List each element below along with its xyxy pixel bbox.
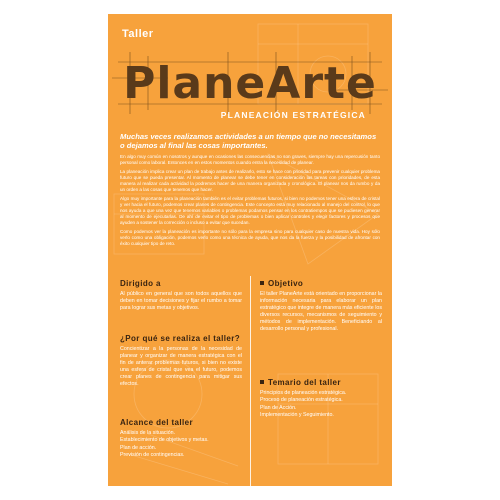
- list-item: Plan de Acción.: [260, 404, 297, 411]
- porque-title: ¿Por qué se realiza el taller?: [120, 334, 241, 343]
- alcance-section: [120, 418, 242, 460]
- list-item: Previsión de contingencias.: [120, 452, 185, 459]
- dirigido-title: Dirigido a: [120, 279, 161, 288]
- intro-lead: Muchas veces realizamos actividades a un tiempo que no necesitamos o dejamos al final las cosas importantes.: [120, 132, 377, 150]
- porque-section: [120, 334, 242, 388]
- alcance-title: Alcance del taller: [120, 418, 194, 427]
- intro-paragraph-2: La planeación implica crear un plan de trabajo antes de realizarlo, esto se hace con prioridad para prevenir cualquier problema futuro que se pueda presentar. Al momento de planear se debe tener en consideración las tareas con prioridades, de esta manera al realizar cada actividad la podremos hacer de una manera organizada y cronológica. El planear nos da rumbo y da un orden a las cosas que tenemos que hacer.: [120, 169, 380, 192]
- list-item: Plan de acción.: [120, 444, 157, 451]
- tagline: PLANEACIÓN ESTRATÉGICA: [220, 110, 366, 120]
- list-item: Establecimiento de objetivos y metas.: [120, 437, 209, 444]
- list-item: Implementación y Seguimiento.: [260, 412, 334, 419]
- logo-text: PlaneArte: [123, 58, 377, 109]
- objetivo-text: El taller PlaneArte está orientado en proporcionar la información necesaria para elaborar un plan estratégico que integre de manera más eficiente los diversos recursos, mecanismos de seguimiento y métodos de implementación. Beneficiando al desarrollo personal y profesional.: [260, 291, 382, 332]
- temario-section: [260, 378, 382, 420]
- temario-title-text: Temario del taller: [268, 378, 341, 387]
- dirigido-section: [120, 279, 242, 312]
- poster: [108, 14, 392, 486]
- intro-paragraph-3: Algo muy importante para la planeación también es el evitar problemas futuros, si bien no podemos tener una esfera de cristal y ver hacia el futuro, podemos crear planes de contingencia. Este concepto está muy relacionado al manejo del control, lo que nos ayuda a que una vez que tenemos variables o problemas podamos pensar en los contratiempos que se pudiesen generar al momento de ejecutarlas. De ahí de evitar el tipo de problemas o bien aplicar controles y elegir factores y procesos que ayuden a sostener la corrección o incluso a evitar que sucedan.: [120, 196, 380, 225]
- list-item: Proceso de planeación estratégica.: [260, 397, 343, 404]
- objetivo-title: [260, 279, 382, 288]
- dirigido-text: Al público en general que son todos aquellos que deben en tomar decisiones y fijar el rumbo a tomar para lograr sus metas y objetivos.: [120, 291, 242, 311]
- brand-label: Taller: [122, 28, 154, 40]
- intro-section: [120, 132, 380, 250]
- logo: [108, 48, 392, 118]
- alcance-list: [120, 430, 242, 460]
- temario-title: [260, 378, 382, 387]
- objetivo-title-text: Objetivo: [268, 279, 304, 288]
- bullet-icon: [260, 380, 264, 384]
- column-divider: [250, 276, 251, 486]
- intro-paragraph-1: En algo muy común en nosotros y aunque en ocasiones las consecuencias no son graves, siempre hay una repercusión tanto personal como laboral. Entonces en en estos momentos cuando entra la necesidad de planear.: [120, 154, 380, 165]
- porque-text: Concientizar a la personas de la necesidad de planear y organizar de manera estratégica con el fin de anterar problemas futuros, si bien no existe una esfera de cristal que vea el futuro, podemos crear planes de contingencia para mitigar sus efectos.: [120, 346, 242, 387]
- list-item: Análisis de la situación.: [120, 430, 176, 436]
- list-item: Principios de planeación estratégica.: [260, 390, 347, 396]
- temario-list: [260, 390, 382, 420]
- intro-paragraph-4: Como podemos ver la planeación es importante no sólo para la empresa sino para cualquier caso de nuestra vida. Hoy sólo verlo como una obligación, podemos verlo como una técnica de ayuda, que nos da la fuerza y la posibilidad de afrontar con éxito cualquier tipo de reto.: [120, 229, 380, 246]
- bullet-icon: [260, 281, 264, 285]
- objetivo-section: [260, 279, 382, 333]
